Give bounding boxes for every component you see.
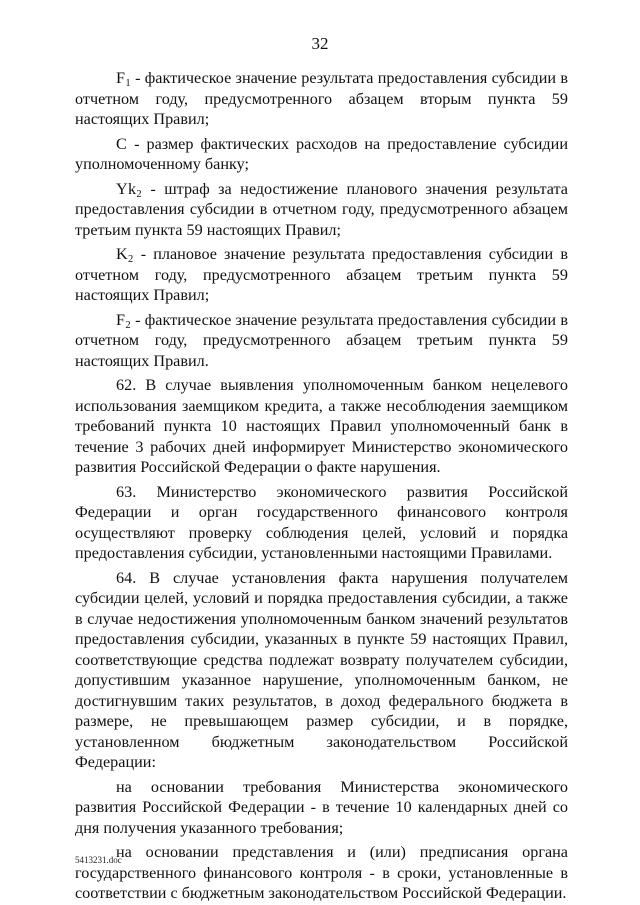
document-file-code: 5413231.doc	[75, 855, 122, 865]
definition-k2: $K_2$ - плановое значение результата предоставления субсидии в отчетном году, предусмотренного абзацем третьим пункта 59 настоящих Правил;	[75, 245, 568, 304]
clause-63: 63. Министерство экономического развития Российской Федерации и орган государственного финансового контроля осуществляют проверку соблюдения целей, условий и порядка предоставления субсидии, установленными настоящими Правилами.	[75, 482, 568, 562]
definition-f1: $F_1$ - фактическое значение результата предоставления субсидии в отчетном году, предусмотренного абзацем вторым пункта 59 настоящих Правил;	[75, 69, 568, 128]
definition-f2: $F_2$ - фактическое значение результата предоставления субсидии в отчетном году, предусмотренного абзацем третьим пункта 59 настоящих Правил.	[75, 310, 568, 370]
body-text	[75, 68, 568, 904]
page-number: 32	[311, 34, 329, 53]
formula-symbol: $Yk_2$	[116, 179, 142, 200]
formula-symbol: $F_2$	[116, 310, 131, 331]
clause-64-basis-control: на основании представления и (или) предписания органа государственного финансового контроля - в сроки, установленные в соответствии с бюджетным законодательством Российской Федерации.	[75, 843, 568, 902]
formula-symbol: C	[116, 134, 128, 153]
definition-c: C - размер фактических расходов на предоставление субсидии уполномоченному банку;	[75, 134, 568, 173]
formula-symbol: $F_1$	[116, 69, 131, 89]
clause-64-basis-requirement: на основании требования Министерства экономического развития Российской Федерации - в течение 10 календарных дней со дня получения указанного требования;	[75, 777, 568, 837]
formula-symbol: $K_2$	[116, 245, 134, 265]
clause-62: 62. В случае выявления уполномоченным банком нецелевого использования заемщиком кредита, а также несоблюдения заемщиком требований пункта 10 настоящих Правил уполномоченный банк в течение 3 рабочих дней информирует Министерство экономического развития Российской Федерации о факте нарушения.	[75, 376, 568, 476]
clause-64: 64. В случае установления факта нарушения получателем субсидии целей, условий и порядка предоставления субсидии, а также в случае недостижения уполномоченным банком значений результатов предоставления субсидии, указанных в пункте 59 настоящих Правил, соответствующие средства подлежат возврату получателем субсидии, допустившим указанное нарушение, уполномоченным банком, не достигнувшим таких результатов, в доход федерального бюджета в размере, не превышающем размер субсидии, и в порядке, установленном бюджетным законодательством Российской Федерации:	[75, 568, 568, 771]
definition-yk2: $Yk_2$ - штраф за недостижение планового значения результата предоставления субсидии в отчетном году, предусмотренного абзацем третьим пункта 59 настоящих Правил;	[75, 179, 568, 239]
